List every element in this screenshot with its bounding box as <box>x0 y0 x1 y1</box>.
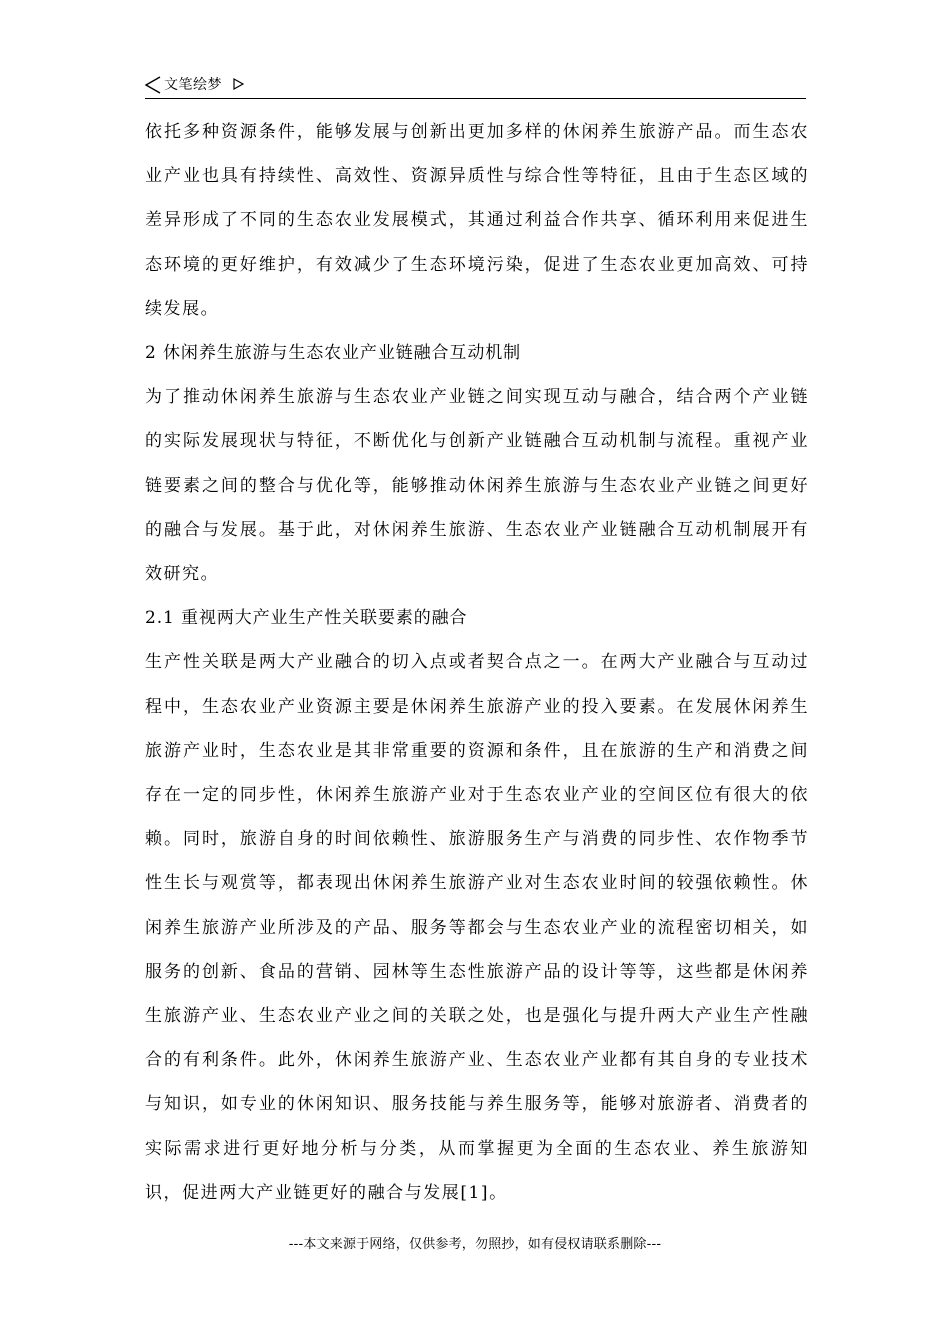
section-heading-2-1: 2.1 重视两大产业生产性关联要素的融合 <box>145 608 468 629</box>
triangle-left-icon <box>145 76 161 94</box>
header-brand: 文笔绘梦 <box>164 77 222 93</box>
page-header <box>145 74 806 99</box>
triangle-right-icon <box>233 78 244 90</box>
paragraph-intro: 依托多种资源条件，能够发展与创新出更加多样的休闲养生旅游产品。而生态农业产业也具有持续性、高效性、资源异质性与综合性等特征，且由于生态区域的差异形成了不同的生态农业发展模式，其通过利益合作共享、循环利用来促进生态环境的更好维护，有效减少了生态环境污染，促进了生态农业更加高效、可持续发展。 <box>145 122 809 319</box>
document-body <box>145 110 809 1215</box>
paragraph-section-2: 为了推动休闲养生旅游与生态农业产业链之间实现互动与融合，结合两个产业链的实际发展现状与特征，不断优化与创新产业链融合互动机制与流程。重视产业链要素之间的整合与优化等，能够推动休闲养生旅游与生态农业产业链之间更好的融合与发展。基于此，对休闲养生旅游、生态农业产业链融合互动机制展开有效研究。 <box>145 387 809 585</box>
paragraph-section-2-1: 生产性关联是两大产业融合的切入点或者契合点之一。在两大产业融合与互动过程中，生态农业产业资源主要是休闲养生旅游产业的投入要素。在发展休闲养生旅游产业时，生态农业是其非常重要的资源和条件，且在旅游的生产和消费之间存在一定的同步性，休闲养生旅游产业对于生态农业产业的空间区位有很大的依赖。同时，旅游自身的时间依赖性、旅游服务生产与消费的同步性、农作物季节性生长与观赏等，都表现出休闲养生旅游产业对生态农业时间的较强依赖性。休闲养生旅游产业所涉及的产品、服务等都会与生态农业产业的流程密切相关，如服务的创新、食品的营销、园林等生态性旅游产品的设计等等，这些都是休闲养生旅游产业、生态农业产业之间的关联之处，也是强化与提升两大产业生产性融合的有利条件。此外，休闲养生旅游产业、生态农业产业都有其自身的专业技术与知识，如专业的休闲知识、服务技能与养生服务等，能够对旅游者、消费者的实际需求进行更好地分析与分类，从而掌握更为全面的生态农业、养生旅游知识，促进两大产业链更好的融合与发展[1]。 <box>145 652 809 1203</box>
page-footer-disclaimer: ---本文来源于网络，仅供参考，勿照抄，如有侵权请联系删除--- <box>288 1237 662 1252</box>
section-heading-2: 2 休闲养生旅游与生态农业产业链融合互动机制 <box>145 343 522 364</box>
